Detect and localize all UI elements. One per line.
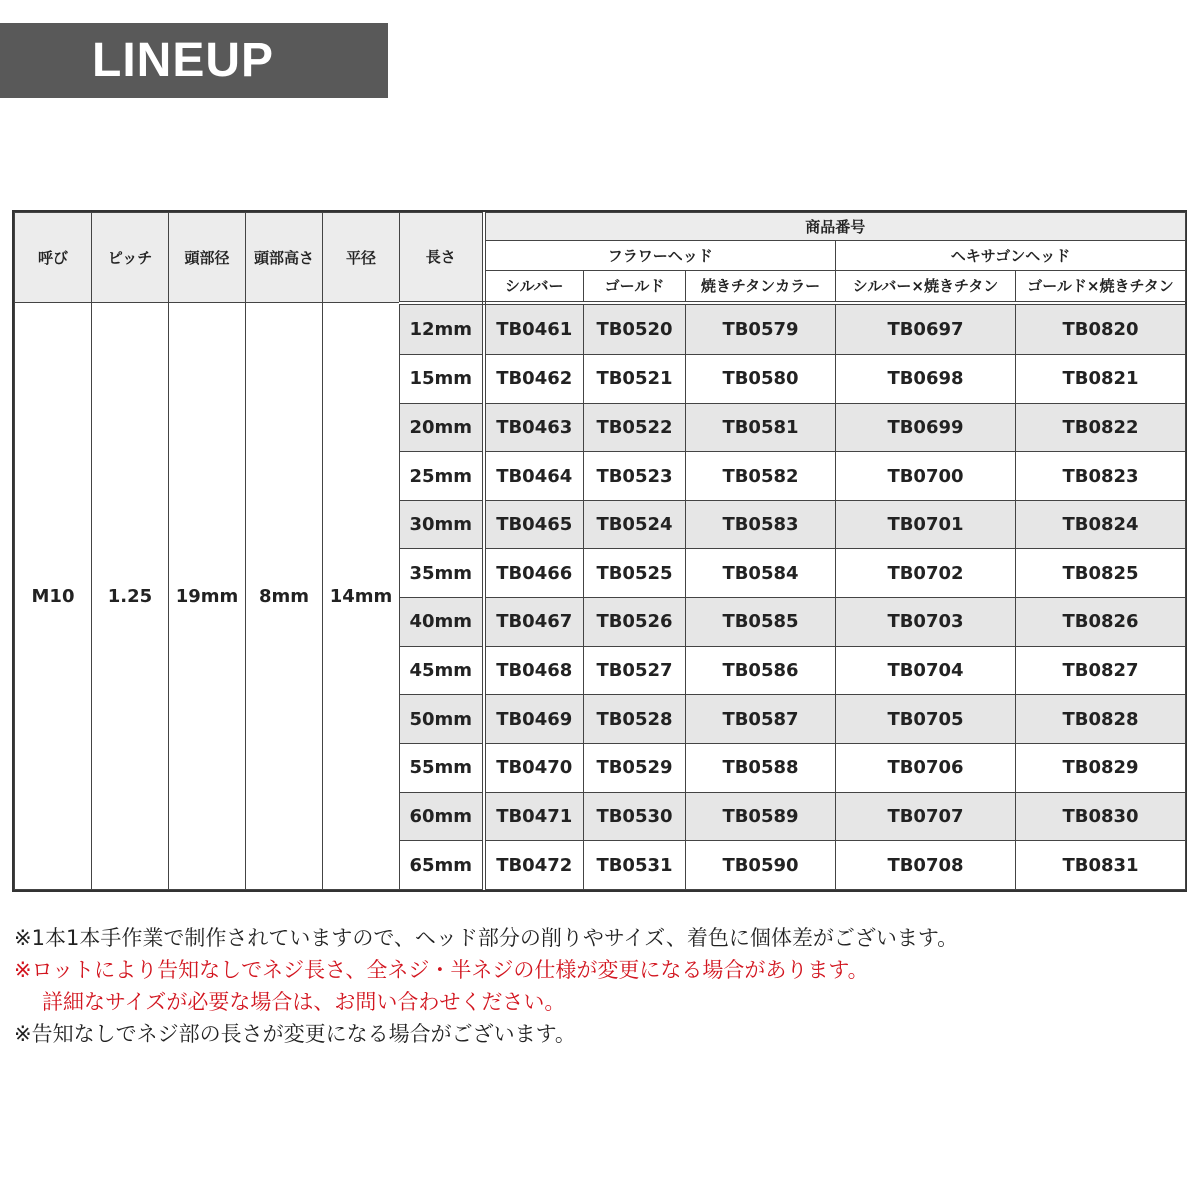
cell-burnt-titanium: TB0581 <box>686 403 836 452</box>
cell-silver: TB0469 <box>484 695 584 744</box>
cell-gold-x-burnt: TB0820 <box>1016 303 1186 355</box>
cell-burnt-titanium: TB0586 <box>686 646 836 695</box>
cell-silver-x-burnt: TB0701 <box>836 500 1016 549</box>
cell-burnt-titanium: TB0583 <box>686 500 836 549</box>
cell-gold: TB0521 <box>584 354 686 403</box>
header-gold-x-burnt: ゴールド×焼きチタン <box>1016 271 1186 303</box>
header-gold: ゴールド <box>584 271 686 303</box>
cell-gold-x-burnt: TB0827 <box>1016 646 1186 695</box>
cell-gold-x-burnt: TB0829 <box>1016 743 1186 792</box>
cell-length: 45mm <box>400 646 484 695</box>
cell-gold-x-burnt: TB0824 <box>1016 500 1186 549</box>
cell-silver-x-burnt: TB0703 <box>836 598 1016 647</box>
spec-head-diameter: 19mm <box>169 303 246 890</box>
cell-burnt-titanium: TB0585 <box>686 598 836 647</box>
cell-gold-x-burnt: TB0828 <box>1016 695 1186 744</box>
cell-silver: TB0465 <box>484 500 584 549</box>
cell-silver: TB0463 <box>484 403 584 452</box>
cell-gold-x-burnt: TB0825 <box>1016 549 1186 598</box>
cell-silver-x-burnt: TB0697 <box>836 303 1016 355</box>
note-line-1: ※1本1本手作業で制作されていますので、ヘッド部分の削りやサイズ、着色に個体差がございます。 <box>14 926 959 950</box>
cell-burnt-titanium: TB0580 <box>686 354 836 403</box>
cell-silver: TB0472 <box>484 841 584 890</box>
cell-silver: TB0461 <box>484 303 584 355</box>
cell-length: 55mm <box>400 743 484 792</box>
cell-burnt-titanium: TB0584 <box>686 549 836 598</box>
cell-gold: TB0529 <box>584 743 686 792</box>
cell-length: 40mm <box>400 598 484 647</box>
header-hexagon-head: ヘキサゴンヘッド <box>836 241 1186 271</box>
table-row <box>15 303 1186 355</box>
cell-silver: TB0468 <box>484 646 584 695</box>
header-silver-x-burnt: シルバー×焼きチタン <box>836 271 1016 303</box>
cell-length: 12mm <box>400 303 484 355</box>
cell-gold: TB0525 <box>584 549 686 598</box>
cell-silver-x-burnt: TB0707 <box>836 792 1016 841</box>
cell-silver-x-burnt: TB0708 <box>836 841 1016 890</box>
cell-silver-x-burnt: TB0702 <box>836 549 1016 598</box>
header-head-diameter: 頭部径 <box>169 213 246 303</box>
notes <box>14 922 1184 1050</box>
spec-flat-diameter: 14mm <box>323 303 400 890</box>
cell-silver-x-burnt: TB0698 <box>836 354 1016 403</box>
cell-gold: TB0527 <box>584 646 686 695</box>
lineup-table <box>12 210 1187 892</box>
cell-gold: TB0528 <box>584 695 686 744</box>
cell-silver: TB0467 <box>484 598 584 647</box>
cell-silver-x-burnt: TB0699 <box>836 403 1016 452</box>
cell-gold-x-burnt: TB0831 <box>1016 841 1186 890</box>
cell-silver-x-burnt: TB0704 <box>836 646 1016 695</box>
spec-head-height: 8mm <box>246 303 323 890</box>
cell-silver-x-burnt: TB0706 <box>836 743 1016 792</box>
cell-silver: TB0466 <box>484 549 584 598</box>
cell-burnt-titanium: TB0589 <box>686 792 836 841</box>
lineup-banner: LINEUP <box>0 23 388 98</box>
header-pitch: ピッチ <box>92 213 169 303</box>
cell-gold: TB0520 <box>584 303 686 355</box>
spec-nominal: M10 <box>15 303 92 890</box>
cell-gold: TB0530 <box>584 792 686 841</box>
spec-pitch: 1.25 <box>92 303 169 890</box>
cell-burnt-titanium: TB0587 <box>686 695 836 744</box>
cell-gold: TB0522 <box>584 403 686 452</box>
cell-silver-x-burnt: TB0700 <box>836 452 1016 501</box>
cell-burnt-titanium: TB0579 <box>686 303 836 355</box>
cell-length: 25mm <box>400 452 484 501</box>
note-line-4: ※告知なしでネジ部の長さが変更になる場合がございます。 <box>14 1022 576 1046</box>
cell-gold: TB0526 <box>584 598 686 647</box>
cell-silver: TB0470 <box>484 743 584 792</box>
header-flower-head: フラワーヘッド <box>484 241 836 271</box>
cell-silver: TB0462 <box>484 354 584 403</box>
header-nominal: 呼び <box>15 213 92 303</box>
note-line-3: 詳細なサイズが必要な場合は、お問い合わせください。 <box>42 990 566 1014</box>
cell-length: 20mm <box>400 403 484 452</box>
cell-length: 60mm <box>400 792 484 841</box>
cell-gold-x-burnt: TB0823 <box>1016 452 1186 501</box>
cell-gold: TB0531 <box>584 841 686 890</box>
cell-length: 15mm <box>400 354 484 403</box>
cell-length: 35mm <box>400 549 484 598</box>
header-burnt-titanium: 焼きチタンカラー <box>686 271 836 303</box>
cell-length: 50mm <box>400 695 484 744</box>
cell-length: 30mm <box>400 500 484 549</box>
header-length: 長さ <box>400 213 484 303</box>
cell-length: 65mm <box>400 841 484 890</box>
header-flat-diameter: 平径 <box>323 213 400 303</box>
cell-gold-x-burnt: TB0826 <box>1016 598 1186 647</box>
header-silver: シルバー <box>484 271 584 303</box>
note-line-2: ※ロットにより告知なしでネジ長さ、全ネジ・半ネジの仕様が変更になる場合があります。 <box>14 958 869 982</box>
cell-gold-x-burnt: TB0830 <box>1016 792 1186 841</box>
cell-burnt-titanium: TB0588 <box>686 743 836 792</box>
cell-burnt-titanium: TB0590 <box>686 841 836 890</box>
cell-gold: TB0523 <box>584 452 686 501</box>
cell-burnt-titanium: TB0582 <box>686 452 836 501</box>
header-head-height: 頭部高さ <box>246 213 323 303</box>
cell-silver: TB0471 <box>484 792 584 841</box>
cell-silver-x-burnt: TB0705 <box>836 695 1016 744</box>
cell-gold-x-burnt: TB0821 <box>1016 354 1186 403</box>
header-product-number: 商品番号 <box>484 213 1186 241</box>
cell-gold-x-burnt: TB0822 <box>1016 403 1186 452</box>
cell-gold: TB0524 <box>584 500 686 549</box>
cell-silver: TB0464 <box>484 452 584 501</box>
